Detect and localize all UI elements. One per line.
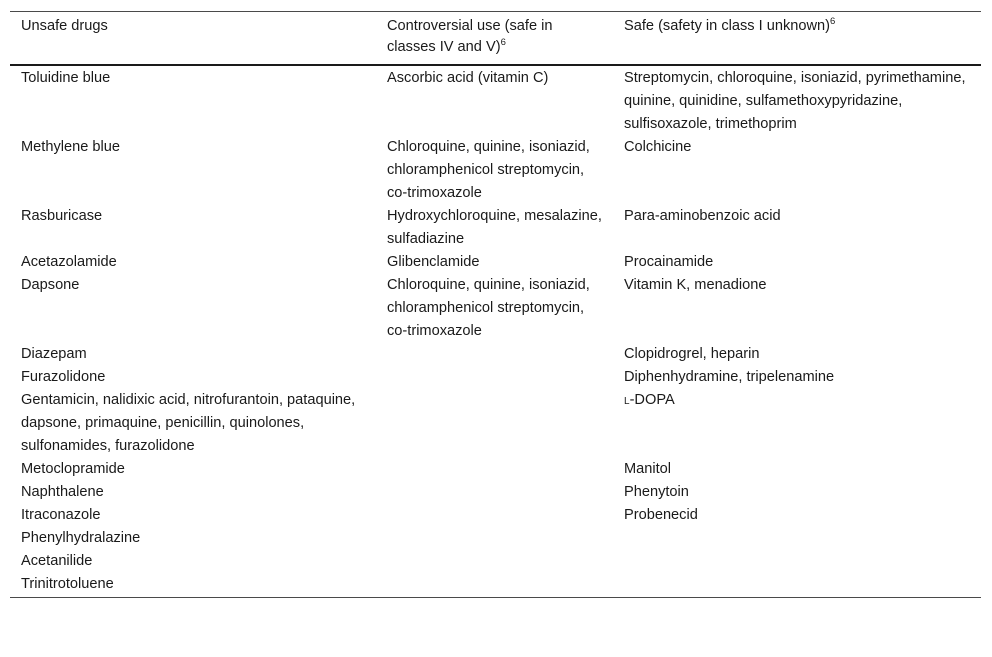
cell-controversial: Chloroquine, quinine, isoniazid, chloramphenicol streptomycin, co-trimoxazole (387, 139, 590, 201)
cell-safe: Procainamide (624, 254, 714, 270)
header-unsafe-label: Unsafe drugs (21, 18, 108, 34)
header-controversial-use (376, 12, 613, 66)
cell-controversial (376, 504, 613, 527)
cell-safe: Diphenhydramine, tripelenamine (624, 369, 835, 385)
table-row (10, 389, 981, 458)
cell-unsafe: Methylene blue (21, 139, 120, 155)
table-row (10, 573, 981, 598)
cell-unsafe: Trinitrotoluene (21, 576, 114, 592)
cell-controversial (376, 458, 613, 481)
table-body (10, 65, 981, 598)
cell-safe: Streptomycin, chloroquine, isoniazid, pyrimethamine, quinine, quinidine, sulfamethoxypyridazine, sulfisoxazole, trimethoprim (624, 70, 966, 132)
drug-safety-table-container (10, 11, 981, 598)
header-safe (613, 12, 981, 66)
cell-controversial (376, 527, 613, 550)
cell-unsafe: Acetanilide (21, 553, 93, 569)
cell-controversial (376, 366, 613, 389)
cell-unsafe: Furazolidone (21, 369, 106, 385)
table-row (10, 136, 981, 205)
table-row (10, 458, 981, 481)
drug-safety-table (10, 11, 981, 598)
cell-safe: Phenytoin (624, 484, 689, 500)
cell-safe (613, 573, 981, 598)
cell-controversial: Hydroxychloroquine, mesalazine, sulfadiazine (387, 208, 602, 247)
cell-safe: Clopidrogrel, heparin (624, 346, 760, 362)
cell-unsafe: Acetazolamide (21, 254, 117, 270)
cell-controversial: Glibenclamide (387, 254, 480, 270)
table-row (10, 481, 981, 504)
cell-safe: Para-aminobenzoic acid (624, 208, 781, 224)
table-row (10, 251, 981, 274)
header-row (10, 12, 981, 66)
cell-controversial (376, 550, 613, 573)
cell-unsafe: Dapsone (21, 277, 80, 293)
cell-controversial (376, 389, 613, 458)
cell-unsafe: Metoclopramide (21, 461, 125, 477)
cell-controversial: Ascorbic acid (vitamin C) (387, 70, 549, 86)
table-header (10, 12, 981, 66)
table-row (10, 366, 981, 389)
table-row (10, 65, 981, 136)
cell-safe: Manitol (624, 461, 672, 477)
cell-unsafe: Gentamicin, nalidixic acid, nitrofurantoin, pataquine, dapsone, primaquine, penicillin, quinolones, sulfonamides, furazolidone (21, 392, 356, 454)
cell-unsafe: Naphthalene (21, 484, 104, 500)
header-controversial-label: Controversial use (safe in classes IV and V) (387, 18, 553, 55)
table-row (10, 550, 981, 573)
table-row (10, 343, 981, 366)
cell-safe (613, 527, 981, 550)
cell-controversial: Chloroquine, quinine, isoniazid, chloramphenicol streptomycin, co-trimoxazole (387, 277, 590, 339)
l-isomer-prefix: l (624, 392, 630, 408)
cell-unsafe: Diazepam (21, 346, 87, 362)
cell-unsafe: Itraconazole (21, 507, 101, 523)
table-row (10, 205, 981, 251)
cell-controversial (376, 481, 613, 504)
cell-safe: Probenecid (624, 507, 698, 523)
table-row (10, 274, 981, 343)
header-unsafe-drugs (10, 12, 376, 66)
cell-unsafe: Phenylhydralazine (21, 530, 141, 546)
header-safe-label: Safe (safety in class I unknown) (624, 18, 831, 34)
table-row (10, 504, 981, 527)
cell-safe: Vitamin K, menadione (624, 277, 767, 293)
cell-controversial (376, 343, 613, 366)
table-row (10, 527, 981, 550)
cell-safe-text: -DOPA (629, 392, 675, 408)
cell-safe (613, 550, 981, 573)
cell-controversial (376, 573, 613, 598)
cell-safe (613, 389, 981, 458)
header-controversial-ref: 6 (500, 37, 506, 48)
cell-safe: Colchicine (624, 139, 692, 155)
cell-unsafe: Toluidine blue (21, 70, 111, 86)
header-safe-ref: 6 (830, 16, 836, 27)
cell-unsafe: Rasburicase (21, 208, 103, 224)
